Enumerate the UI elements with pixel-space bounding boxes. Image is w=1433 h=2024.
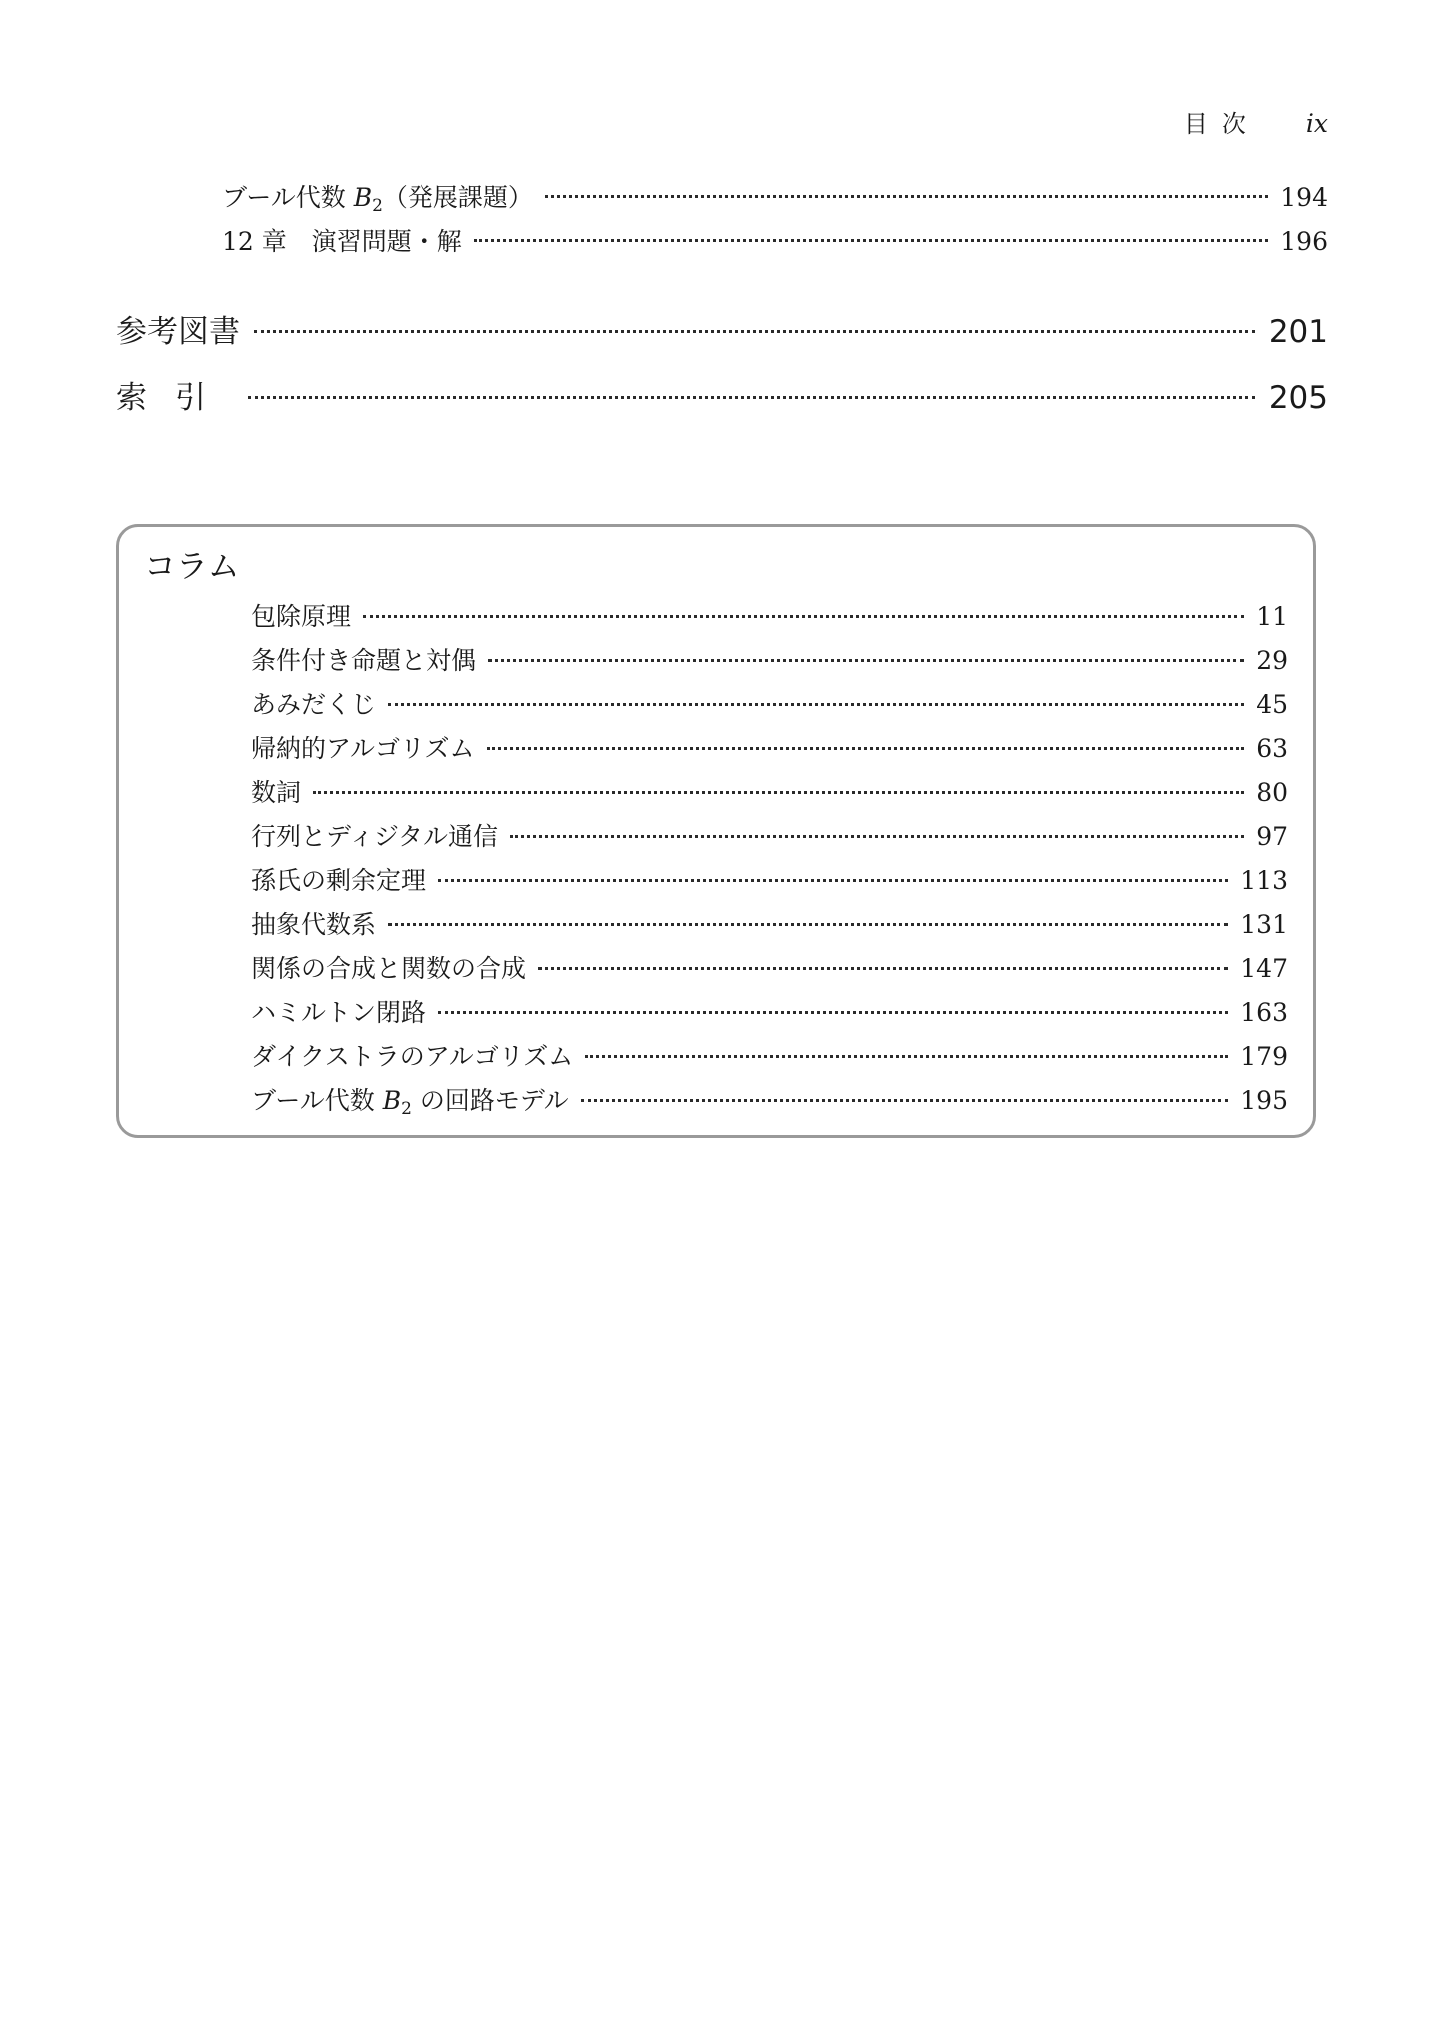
column-entry-label: ハミルトン閉路 <box>251 998 427 1027</box>
dot-leader <box>545 195 1268 198</box>
dot-leader <box>388 923 1228 926</box>
column-entry-label: あみだくじ <box>251 690 377 719</box>
column-entry[interactable] <box>251 861 1288 897</box>
column-entry[interactable] <box>251 949 1288 985</box>
column-entry-page: 45 <box>1256 690 1288 719</box>
toc-entry-boolean-b2-advanced[interactable] <box>222 178 1328 216</box>
column-entry-page: 147 <box>1240 954 1288 983</box>
toc-entry-references[interactable] <box>116 306 1328 351</box>
column-entry-page: 80 <box>1256 778 1288 807</box>
toc-entry-label: 12 章 演習問題・解 <box>222 227 462 256</box>
column-entry[interactable] <box>251 993 1288 1029</box>
column-entry[interactable] <box>251 729 1288 765</box>
toc-entry-page: 201 <box>1268 314 1328 350</box>
column-entry-page: 195 <box>1240 1086 1288 1115</box>
column-entry-label: 抽象代数系 <box>251 910 377 939</box>
dot-leader <box>510 835 1244 838</box>
column-entry-page: 131 <box>1240 910 1288 939</box>
column-entry[interactable] <box>251 641 1288 677</box>
toc-entry-page: 196 <box>1280 227 1328 256</box>
column-entry-label: 数詞 <box>251 778 302 807</box>
column-entry-page: 63 <box>1256 734 1288 763</box>
toc-entry-label: 参考図書 <box>116 314 240 350</box>
dot-leader <box>474 239 1269 242</box>
column-entry-label: 関係の合成と関数の合成 <box>251 954 527 983</box>
column-entry-label: 孫氏の剰余定理 <box>251 866 427 895</box>
dot-leader <box>585 1055 1228 1058</box>
column-entry-page: 11 <box>1256 602 1288 631</box>
column-entry-page: 97 <box>1256 822 1288 851</box>
column-entry-page: 29 <box>1256 646 1288 675</box>
dot-leader <box>248 396 1255 399</box>
column-entry-page: 163 <box>1240 998 1288 1027</box>
dot-leader <box>313 791 1244 794</box>
toc-entry-ch12-exercises[interactable] <box>222 222 1328 258</box>
math-var: $B_2$ <box>353 183 383 216</box>
math-var: $B_2$ <box>382 1086 412 1119</box>
toc-entry-page: 194 <box>1280 183 1328 212</box>
column-entry[interactable] <box>251 905 1288 941</box>
column-entry-page: 179 <box>1240 1042 1288 1071</box>
dot-leader <box>487 747 1245 750</box>
dot-leader <box>538 967 1228 970</box>
toc-entry-label: ブール代数 $B_2$（発展課題） <box>222 183 533 216</box>
column-section-title: コラム <box>144 547 240 585</box>
column-entry-label: 包除原理 <box>251 602 352 631</box>
dot-leader <box>581 1099 1229 1102</box>
dot-leader <box>438 879 1228 882</box>
column-entry[interactable] <box>251 773 1288 809</box>
column-entry[interactable] <box>251 685 1288 721</box>
column-entry-label: 条件付き命題と対偶 <box>251 646 477 675</box>
dot-leader <box>438 1011 1228 1014</box>
column-entry-label: 帰納的アルゴリズム <box>251 734 475 763</box>
toc-entry-page: 205 <box>1268 380 1328 416</box>
header-title: 目次 <box>1183 110 1260 138</box>
column-entry-label: 行列とディジタル通信 <box>251 822 499 851</box>
dot-leader <box>388 703 1244 706</box>
column-entry-label: ブール代数 $B_2$ の回路モデル <box>251 1086 569 1119</box>
column-entry-page: 113 <box>1240 866 1288 895</box>
column-entry[interactable] <box>251 1081 1288 1119</box>
column-entry[interactable] <box>251 597 1288 633</box>
column-entry[interactable] <box>251 1037 1288 1073</box>
header-page-number: ix <box>1305 109 1328 138</box>
running-header <box>1184 104 1328 139</box>
toc-entry-label: 索引 <box>116 380 234 416</box>
column-entry[interactable] <box>251 817 1288 853</box>
dot-leader <box>488 659 1244 662</box>
dot-leader <box>254 330 1255 333</box>
toc-entry-index[interactable] <box>116 372 1328 417</box>
dot-leader <box>363 615 1244 618</box>
column-entry-label: ダイクストラのアルゴリズム <box>251 1042 574 1071</box>
